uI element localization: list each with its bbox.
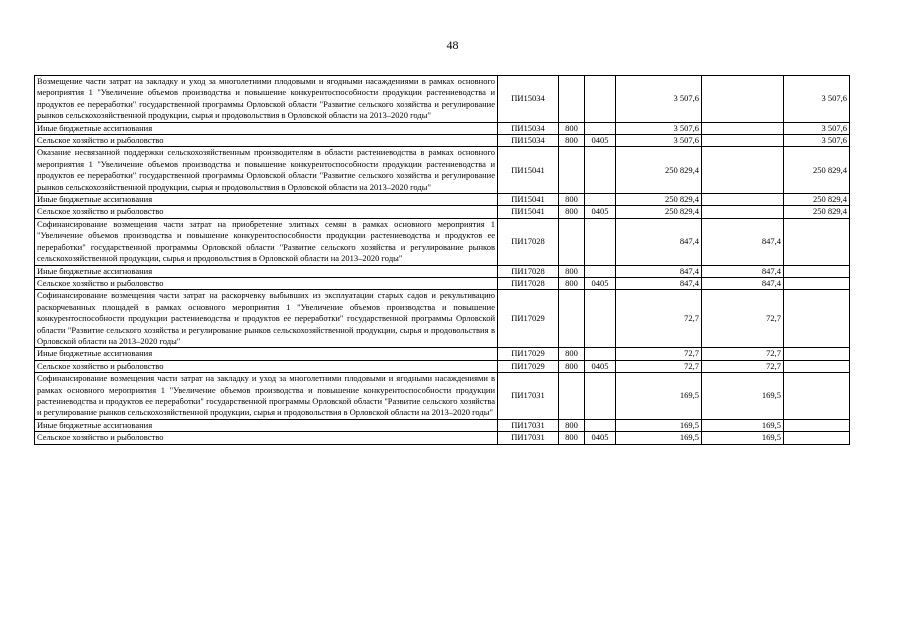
table-row — [35, 373, 850, 420]
cell-total: 847,4 — [616, 218, 702, 265]
cell-name: Софинансирование возмещения части затрат на закладку и уход за многолетними плодовыми и ягодными насаждениями в рамках основного мероприятия 1 "Увеличение объемов производства и повышение конкурентоспособности продукции растениеводства и продуктов ее переработки" государственной программы Орловской области "Развитие сельского хозяйства и регулирование рынков сельскохозяйственной продукции, сырья и продовольствия в Орловской области на 2013–2020 годы" — [35, 373, 498, 420]
cell-amount-3 — [784, 348, 850, 360]
cell-amount-3: 3 507,6 — [784, 76, 850, 123]
cell-total: 169,5 — [616, 373, 702, 420]
cell-amount-2: 847,4 — [702, 265, 784, 277]
budget-table — [34, 75, 850, 445]
cell-amount-3 — [784, 360, 850, 372]
cell-expense-type: 800 — [559, 135, 585, 147]
cell-amount-3: 3 507,6 — [784, 135, 850, 147]
page-number: 48 — [446, 38, 459, 52]
cell-total: 169,5 — [616, 432, 702, 444]
cell-target-code: ПИ17028 — [498, 218, 559, 265]
cell-total: 169,5 — [616, 419, 702, 431]
cell-name: Иные бюджетные ассигнования — [35, 265, 498, 277]
cell-total: 250 829,4 — [616, 206, 702, 218]
cell-total: 72,7 — [616, 360, 702, 372]
table-row — [35, 419, 850, 431]
cell-amount-3: 250 829,4 — [784, 147, 850, 194]
cell-amount-2 — [702, 206, 784, 218]
cell-amount-3: 250 829,4 — [784, 206, 850, 218]
cell-expense-type — [559, 147, 585, 194]
cell-expense-type: 800 — [559, 122, 585, 134]
cell-name: Сельское хозяйство и рыболовство — [35, 135, 498, 147]
cell-amount-3 — [784, 432, 850, 444]
cell-section — [585, 265, 616, 277]
cell-amount-3 — [784, 277, 850, 289]
cell-expense-type: 800 — [559, 265, 585, 277]
table-row — [35, 76, 850, 123]
cell-target-code: ПИ15034 — [498, 135, 559, 147]
cell-amount-3 — [784, 265, 850, 277]
cell-target-code: ПИ17028 — [498, 265, 559, 277]
cell-expense-type: 800 — [559, 419, 585, 431]
cell-target-code: ПИ17029 — [498, 360, 559, 372]
table-row — [35, 290, 850, 348]
cell-target-code: ПИ17031 — [498, 373, 559, 420]
table-row — [35, 218, 850, 265]
cell-target-code: ПИ15034 — [498, 122, 559, 134]
cell-total: 3 507,6 — [616, 76, 702, 123]
cell-amount-2 — [702, 76, 784, 123]
cell-amount-2 — [702, 122, 784, 134]
cell-target-code: ПИ17031 — [498, 419, 559, 431]
cell-expense-type: 800 — [559, 206, 585, 218]
cell-total: 250 829,4 — [616, 147, 702, 194]
cell-target-code: ПИ15034 — [498, 76, 559, 123]
cell-amount-3 — [784, 290, 850, 348]
cell-name: Оказание несвязанной поддержки сельскохозяйственным производителям в области растениеводства в рамках основного мероприятия 1 "Увеличение объемов производства и повышение конкурентоспособности продукции растениеводства и продуктов ее переработки" государственной программы Орловской области "Развитие сельского хозяйства и регулирование рынков сельскохозяйственной продукции, сырья и продовольствия в Орловской области на 2013–2020 годы" — [35, 147, 498, 194]
table-row — [35, 122, 850, 134]
cell-amount-3 — [784, 218, 850, 265]
cell-section: 0405 — [585, 360, 616, 372]
table-row — [35, 432, 850, 444]
table-row — [35, 206, 850, 218]
cell-amount-3: 250 829,4 — [784, 194, 850, 206]
cell-amount-2: 72,7 — [702, 360, 784, 372]
cell-section — [585, 147, 616, 194]
cell-target-code: ПИ15041 — [498, 147, 559, 194]
cell-target-code: ПИ15041 — [498, 194, 559, 206]
cell-total: 847,4 — [616, 277, 702, 289]
cell-name: Софинансирование возмещения части затрат на приобретение элитных семян в рамках основного мероприятия 1 "Увеличение объемов производства и повышение конкурентоспособности продукции растениеводства и продуктов ее переработки" государственной программы Орловской области "Развитие сельского хозяйства и регулирование рынков сельскохозяйственной продукции, сырья и продовольствия в Орловской области на 2013–2020 годы" — [35, 218, 498, 265]
cell-amount-2: 847,4 — [702, 277, 784, 289]
cell-amount-2: 169,5 — [702, 373, 784, 420]
cell-name: Сельское хозяйство и рыболовство — [35, 277, 498, 289]
cell-section — [585, 419, 616, 431]
cell-section — [585, 194, 616, 206]
cell-section — [585, 290, 616, 348]
cell-amount-2 — [702, 194, 784, 206]
cell-total: 72,7 — [616, 348, 702, 360]
cell-expense-type — [559, 373, 585, 420]
cell-name: Возмещение части затрат на закладку и уход за многолетними плодовыми и ягодными насаждениями в рамках основного мероприятия 1 "Увеличение объемов производства и повышение конкурентоспособности продукции растениеводства и продуктов ее переработки" государственной программы Орловской области "Развитие сельского хозяйства и регулирование рынков сельскохозяйственной продукции, сырья и продовольствия в Орловской области на 2013–2020 годы" — [35, 76, 498, 123]
cell-target-code: ПИ17029 — [498, 348, 559, 360]
cell-section — [585, 76, 616, 123]
cell-section — [585, 373, 616, 420]
cell-total: 72,7 — [616, 290, 702, 348]
cell-expense-type: 800 — [559, 432, 585, 444]
cell-total: 3 507,6 — [616, 135, 702, 147]
cell-section: 0405 — [585, 277, 616, 289]
cell-section — [585, 122, 616, 134]
cell-section: 0405 — [585, 135, 616, 147]
cell-amount-3 — [784, 373, 850, 420]
cell-expense-type — [559, 76, 585, 123]
table-row — [35, 348, 850, 360]
cell-name: Иные бюджетные ассигнования — [35, 122, 498, 134]
cell-name: Сельское хозяйство и рыболовство — [35, 432, 498, 444]
cell-amount-3 — [784, 419, 850, 431]
cell-target-code: ПИ17028 — [498, 277, 559, 289]
cell-target-code: ПИ17029 — [498, 290, 559, 348]
table-row — [35, 265, 850, 277]
cell-expense-type: 800 — [559, 194, 585, 206]
table-row — [35, 147, 850, 194]
cell-amount-2: 72,7 — [702, 290, 784, 348]
cell-total: 3 507,6 — [616, 122, 702, 134]
cell-name: Иные бюджетные ассигнования — [35, 194, 498, 206]
table-row — [35, 277, 850, 289]
cell-amount-2 — [702, 147, 784, 194]
cell-expense-type — [559, 290, 585, 348]
cell-amount-2: 169,5 — [702, 419, 784, 431]
table-row — [35, 194, 850, 206]
cell-amount-2: 169,5 — [702, 432, 784, 444]
cell-amount-2: 72,7 — [702, 348, 784, 360]
cell-name: Сельское хозяйство и рыболовство — [35, 360, 498, 372]
cell-name: Иные бюджетные ассигнования — [35, 419, 498, 431]
cell-amount-2 — [702, 135, 784, 147]
cell-expense-type: 800 — [559, 277, 585, 289]
cell-name: Иные бюджетные ассигнования — [35, 348, 498, 360]
cell-name: Сельское хозяйство и рыболовство — [35, 206, 498, 218]
cell-total: 250 829,4 — [616, 194, 702, 206]
cell-name: Софинансирование возмещения части затрат на раскорчевку выбывших из эксплуатации старых садов и рекультивацию раскорчеванных площадей в рамках основного мероприятия 1 "Увеличение объемов производства и повышение конкурентоспособности продукции растениеводства и продуктов ее переработки" государственной программы Орловской области "Развитие сельского хозяйства и регулирование рынков сельскохозяйственной продукции, сырья и продовольствия в Орловской области на 2013–2020 годы" — [35, 290, 498, 348]
table-row — [35, 360, 850, 372]
cell-total: 847,4 — [616, 265, 702, 277]
table-row — [35, 135, 850, 147]
cell-target-code: ПИ15041 — [498, 206, 559, 218]
cell-amount-2: 847,4 — [702, 218, 784, 265]
cell-amount-3: 3 507,6 — [784, 122, 850, 134]
cell-section: 0405 — [585, 432, 616, 444]
cell-expense-type: 800 — [559, 348, 585, 360]
cell-section: 0405 — [585, 206, 616, 218]
cell-target-code: ПИ17031 — [498, 432, 559, 444]
cell-section — [585, 348, 616, 360]
cell-expense-type: 800 — [559, 360, 585, 372]
cell-section — [585, 218, 616, 265]
cell-expense-type — [559, 218, 585, 265]
